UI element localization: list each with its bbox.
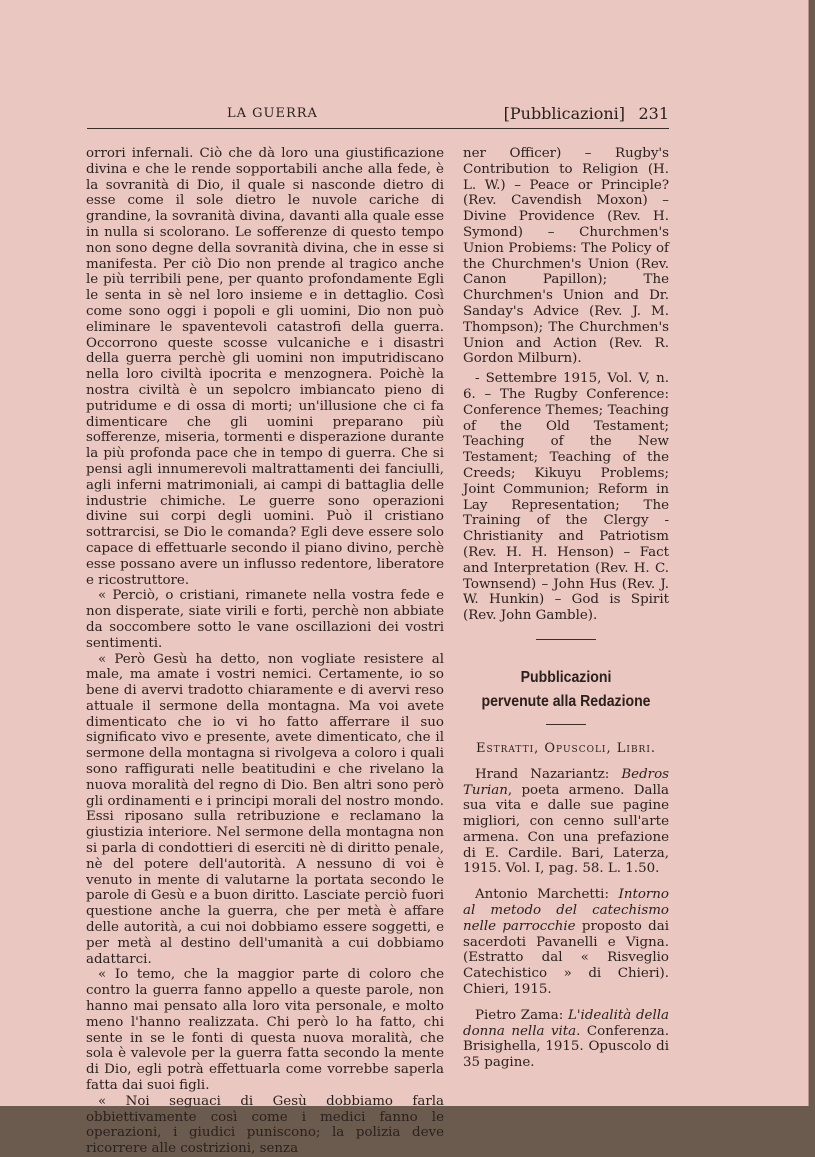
body-paragraph: « Noi seguaci di Gesù dobbiamo farla obbiettivamente così come i medici fanno le operazioni, i giudici puniscono; la polizia deve ricorrere alle costrizioni, senza bbox=[86, 1093, 444, 1157]
entry-title: Bedros Turian bbox=[463, 766, 669, 798]
section-title bbox=[475, 666, 656, 714]
body-paragraph: « Però Gesù ha detto, non vogliate resistere al male, ma amate i vostri nemici. Certamente, io so bene di avervi tradotto chiaramente e di avervi reso attuale il sermone della montagna. Ma voi avete dimenticato che io vi ho fatto afferrare il suo significato vivo e presente, avete dimenticato, che il sermone della montagna si rivolgeva a coloro i quali sono raffigurati nelle beatitudini e che rivelano la nuova moralità del regno di Dio. Ben altri sono però gli ordinamenti e i principi morali del nostro mondo. Essi riposano sulla retribuzione e reclamano la giustizia interiore. Nel sermone della montagna non si parla di condottieri di eserciti nè di diritto penale, nè del potere dell'autorità. A nessuno di voi è venuto in mente di valutarne la portata secondo le parole di Gesù e a buon diritto. Lasciate perciò fuori questione anche la guerra, che per metà è affare delle autorità, a cui noi dobbiamo essere soggetti, e per metà al destino dell'umanità a cui dobbiamo adattarci. bbox=[86, 651, 444, 967]
entry-details: Conferenza. Brisighella, 1915. Opuscolo di 35 pagine. bbox=[463, 1023, 669, 1071]
body-paragraph: orrori infernali. Ciò che dà loro una giustificazione divina e che le rende sopportabili anche alla fede, è la sovranità di Dio, il quale si nasconde dietro di esse come il sole dietro le nuvole cariche di grandine, la sovranità divina, davanti alla quale esse in nulla si scolorano. Le sofferenze di questo tempo non sono degne della sovranità divina, che in esse si manifesta. Per ciò Dio non prende al tragico anche le più terribili pene, per quanto profondamente Egli le senta in sè nel loro insieme e in dettaglio. Così come sono oggi i popoli e gli uomini, Dio non può eliminare le spaventevoli catastrofi della guerra. Occorrono queste scosse vulcaniche e i disastri della guerra perchè gli uomini non imputridiscano nella loro civiltà ipocrita e menzognera. Poichè la nostra civiltà è un sepolcro imbiancato pieno di putridume e di ossa di morti; un'illusione che ci fa dimenticare che gli uomini preparano più sofferenze, miseria, tormenti e disperazione durante la più profonda pace che in tempo di guerra. Che si pensi agli innumerevoli maltrattamenti dei fanciulli, agli inferni matrimoniali, ai campi di battaglia delle industrie chimiche. Le guerre sono operazioni divine sui corpi degli uomini. Può il cristiano sottrarcisi, se Dio le comanda? Egli deve essere solo capace di effettuarle secondo il piano divino, perchè esse possano avere un influsso redentore, liberatore e ricostruttore. bbox=[86, 146, 444, 588]
entry-title: L'idealità della donna nella vita. bbox=[463, 1007, 669, 1039]
right-column bbox=[463, 146, 669, 1071]
publication-entry bbox=[463, 767, 669, 878]
running-header bbox=[87, 104, 669, 126]
body-paragraph: - Settembre 1915, Vol. V, n. 6. – The Rugby Conference: Conference Themes; Teaching of the Old Testament; Teaching of the New Testament; Teaching of the Creeds; Kikuyu Problems; Joint Communion; Reform in Lay Representation; The Training of the Clergy - Christianity and Patriotism (Rev. H. H. Henson) – Fact and Interpretation (Rev. H. C. Townsend) – John Hus (Rev. J. W. Hunkin) – God is Spirit (Rev. John Gamble). bbox=[463, 371, 669, 624]
publication-entry bbox=[463, 1008, 669, 1071]
section-title-line: pervenute alla Redazione bbox=[481, 692, 651, 710]
left-column bbox=[86, 146, 444, 1157]
title-divider bbox=[546, 724, 586, 725]
body-paragraph: ner Officer) – Rugby's Contribution to Religion (H. L. W.) – Peace or Principle? (Rev. Cavendish Moxon) – Divine Providence (Rev. H. Symond) – Churchmen's Union Probiems: The Policy of the Churchmen's Union (Rev. Canon Papillon); The Churchmen's Union and Dr. Sanday's Advice (Rev. J. M. Thompson); The Churchmen's Union and Action (Rev. R. Gordon Milburn). bbox=[463, 146, 669, 367]
running-title: LA GUERRA bbox=[227, 106, 318, 121]
entry-author: Antonio Marchetti: bbox=[475, 887, 619, 903]
body-paragraph: « Perciò, o cristiani, rimanete nella vostra fede e non disperate, siate virili e forti, perchè non abbiate da soccombere sotto le vane oscillazioni dei vostri sentimenti. bbox=[86, 588, 444, 651]
page-number: 231 bbox=[638, 104, 669, 123]
section-label: [Pubblicazioni] bbox=[503, 104, 625, 123]
entry-author: Hrand Nazariantz: bbox=[475, 766, 622, 782]
entry-title: Intorno al metodo del catechismo nelle parrocchie bbox=[463, 887, 669, 934]
entry-details: , poeta armeno. Dalla sua vita e dalle sue pagine migliori, con cenno sull'arte armena. Con una prefazione di E. Cardile. Bari, Laterza, 1915. Vol. I, pag. 58. L. 1.50. bbox=[463, 782, 669, 877]
publication-entry bbox=[463, 887, 669, 998]
section-title-line: Pubblicazioni bbox=[520, 668, 612, 686]
entry-details: proposto dai sacerdoti Pavanelli e Vigna. (Estratto dal « Risveglio Catechistico » di Chieri). Chieri, 1915. bbox=[463, 918, 670, 998]
section-divider bbox=[536, 639, 596, 640]
header-rule bbox=[87, 128, 669, 129]
body-paragraph: « Io temo, che la maggior parte di coloro che contro la guerra fanno appello a queste parole, non hanno mai pensato alla loro vita personale, e molto meno l'hanno realizzata. Chi però lo ha fatto, chi sente in se le fonti di questa nuova moralità, che sola è valevole per la guerra fatta secondo la mente di Dio, egli potrà effettuarla come vorrebbe saperla fatta dai suoi figli. bbox=[86, 967, 444, 1094]
entry-author: Pietro Zama: bbox=[475, 1007, 568, 1023]
subheading: Estratti, Opuscoli, Libri. bbox=[475, 740, 657, 756]
